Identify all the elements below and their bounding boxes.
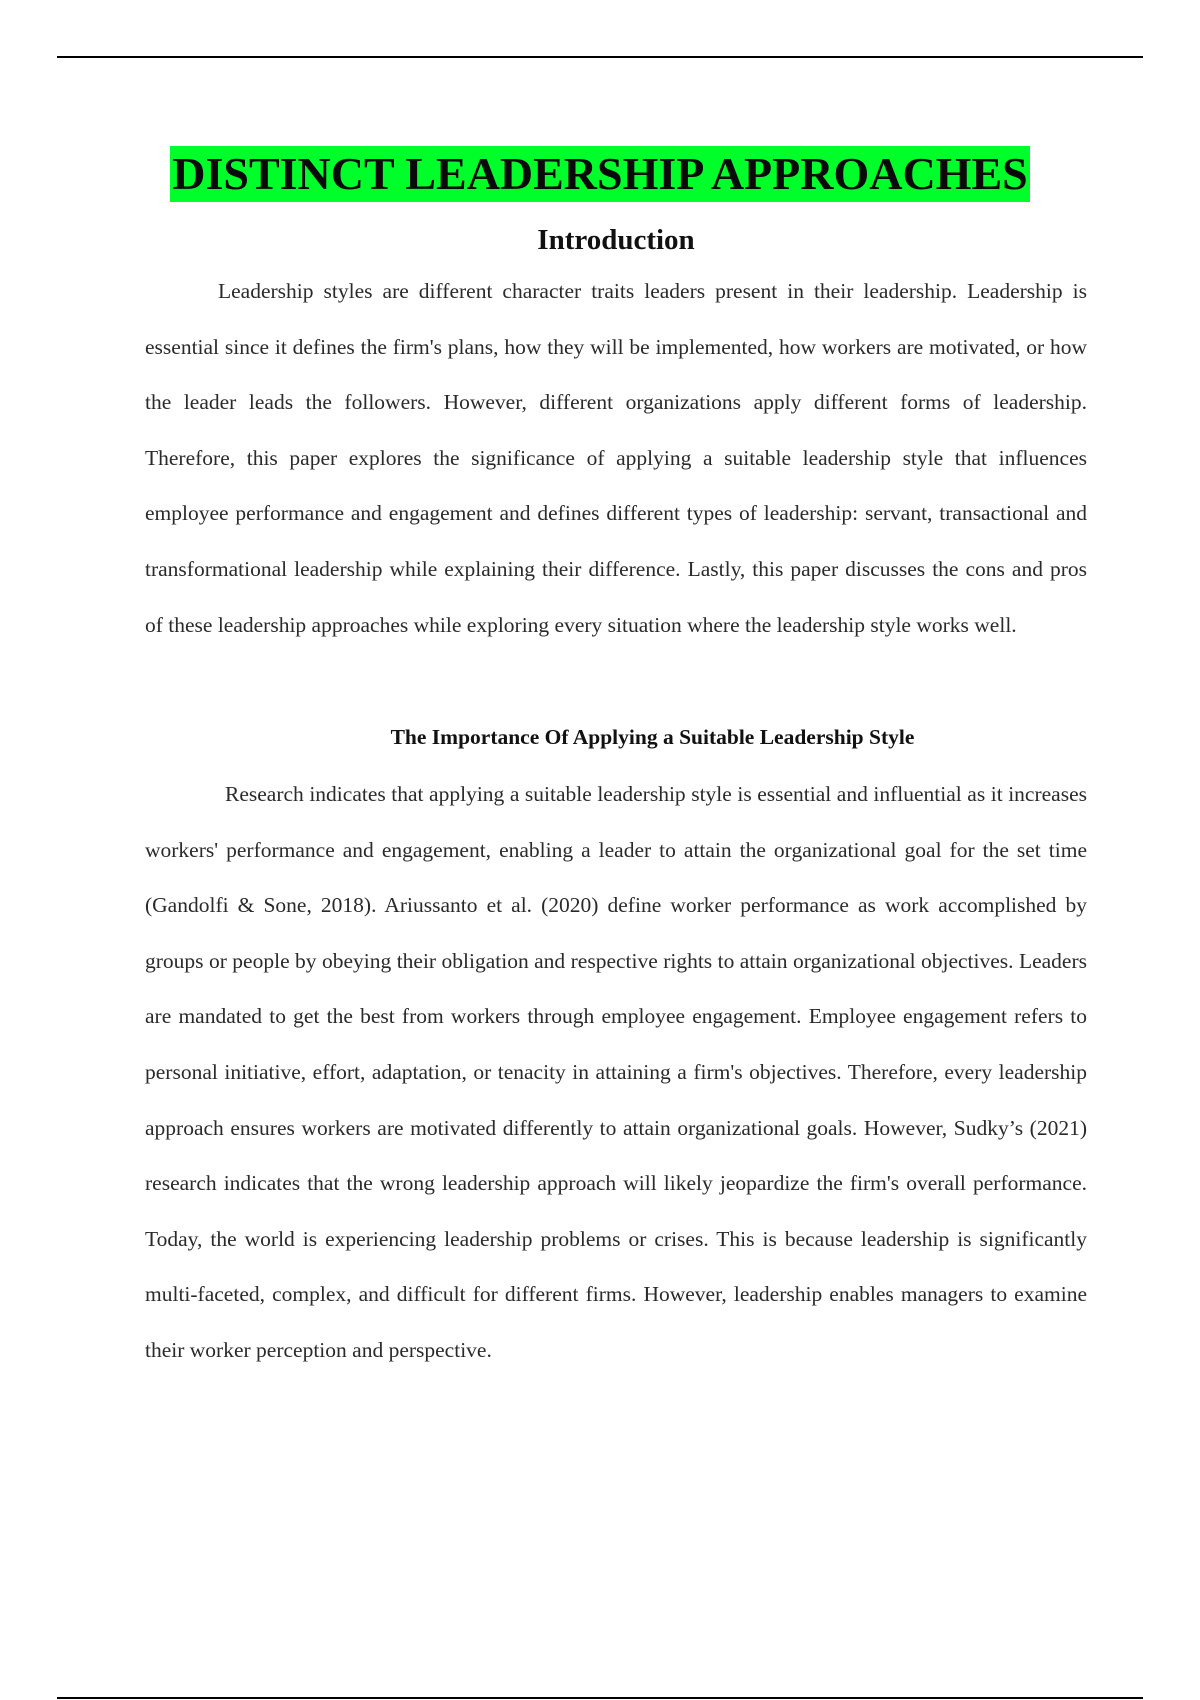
paragraph-introduction: Leadership styles are different character traits leaders present in their leadership. Leadership is essential since it defines the firm's plans, how they will be implemented, how workers are motivated, or how the leader leads the followers. However, different organizations apply different forms of leadership. Therefore, this paper explores the significance of applying a suitable leadership style that influences employee performance and engagement and defines different types of leadership: servant, transactional and transformational leadership while explaining their difference. Lastly, this paper discusses the cons and pros of these leadership approaches while exploring every situation where the leadership style works well. <box>145 279 1087 637</box>
footer-rule <box>57 1697 1143 1699</box>
header-rule <box>57 56 1143 58</box>
title-container <box>0 146 1200 202</box>
paragraph-importance: Research indicates that applying a suitable leadership style is essential and influential as it increases workers' performance and engagement, enabling a leader to attain the organizational goal for the set time (Gandolfi & Sone, 2018). Ariussanto et al. (2020) define worker performance as work accomplished by groups or people by obeying their obligation and respective rights to attain organizational objectives. Leaders are mandated to get the best from workers through employee engagement. Employee engagement refers to personal initiative, effort, adaptation, or tenacity in attaining a firm's objectives. Therefore, every leadership approach ensures workers are motivated differently to attain organizational goals. However, Sudky’s (2021) research indicates that the wrong leadership approach will likely jeopardize the firm's overall performance. Today, the world is experiencing leadership problems or crises. This is because leadership is significantly multi-faceted, complex, and difficult for different firms. However, leadership enables managers to examine their worker perception and perspective. <box>145 782 1087 1362</box>
section-heading-introduction: Introduction <box>537 224 695 256</box>
document-title: DISTINCT LEADERSHIP APPROACHES <box>170 146 1029 202</box>
section-heading-importance: The Importance Of Applying a Suitable Leadership Style <box>390 725 915 749</box>
